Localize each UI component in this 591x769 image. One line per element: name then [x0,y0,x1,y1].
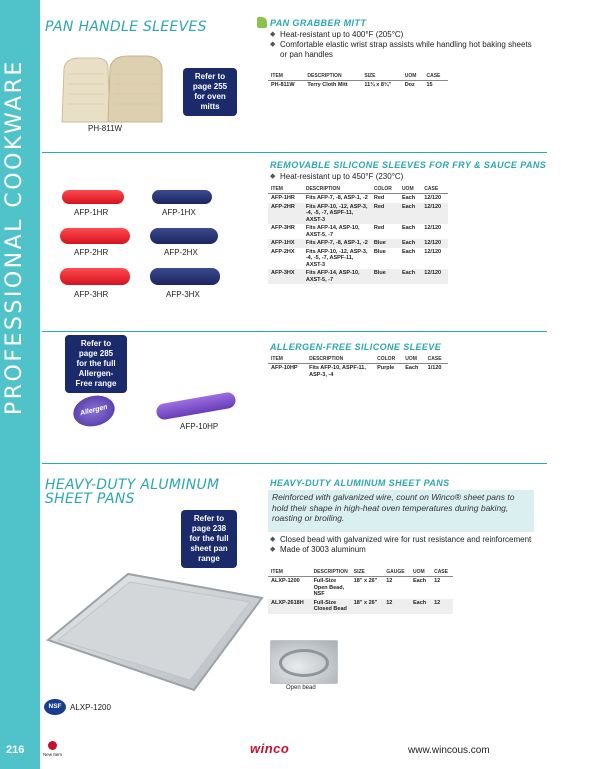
nsf-badge: NSF [44,699,66,715]
table-header-row [268,185,448,194]
table-cell: Each [401,248,416,255]
sheet-pans-intro: Reinforced with galvanized wire, count on Winco® sheet pans to hold their shape in high-heat oven temperatures during baking, roasting or broiling. [268,490,534,532]
allergen-table [268,355,448,379]
callout-line: for the full [189,534,229,543]
table-cell: Fits AFP-10, ASPF-11, ASP-3, -4 [309,365,366,378]
table-header: DESCRIPTION [304,72,361,81]
table-cell: Red [373,195,385,201]
table-row [268,269,448,284]
afp-10hp-label: AFP-10HP [180,422,219,431]
table-cell: Fits AFP-14, ASP-10, AXST-5, -7 [303,269,371,284]
terry-mitt-image [58,54,166,124]
table-header: SIZE [351,568,384,577]
table-header: CASE [425,355,448,364]
table-row [268,248,448,270]
table-header: UOM [402,355,424,364]
table-cell: Each [399,239,421,248]
section-divider [42,152,547,153]
alxp-1200-label: ALXP-1200 [70,703,111,712]
callout-line: range [198,554,220,563]
table-cell: 12/120 [424,195,442,201]
table-row [268,203,448,225]
callout-line: page 238 [191,524,227,533]
table-cell: Red [371,203,399,225]
section-divider [42,463,547,464]
sheet-pans-title-line1: HEAVY-DUTY ALUMINUM [45,477,220,493]
table-cell: 15 [426,82,433,88]
page-number: 216 [6,744,25,756]
table-cell: 12/120 [424,225,442,231]
allergen-title: ALLERGEN-FREE SILICONE SLEEVE [270,342,442,352]
navy-sleeve-image [150,268,220,285]
table-cell: Each [401,225,416,231]
table-cell: Blue [371,239,399,248]
afp-2hx-label: AFP-2HX [164,248,198,257]
callout-line: Refer to [80,339,112,348]
sheet-pans-table [268,568,453,614]
callout-line: sheet pan [190,544,228,553]
callout-line: page 285 [78,349,114,358]
table-cell: Each [399,269,421,284]
table-row [268,364,448,380]
table-cell: 12/120 [421,203,448,225]
table-cell: ALXP-1200 [271,578,300,584]
table-cell: 12/120 [421,269,448,284]
sidebar-title: PROFESSIONAL COOKWARE [2,59,27,415]
pan-handle-sleeves-title: PAN HANDLE SLEEVES [45,19,207,35]
red-sleeve-image [60,268,130,285]
bead-curl [279,649,329,677]
table-cell: AFP-3HX [268,269,303,284]
callout-line: Allergen- [78,369,114,378]
bullet-item: ◆ Heat-resistant up to 400°F (205°C) [270,30,535,40]
table-cell: ALXP-2618H [268,599,311,614]
afp-1hr-label: AFP-1HR [74,208,109,217]
table-header: DESCRIPTION [311,568,351,577]
bullet-item: ◆ Comfortable elastic wrist strap assists while handling hot baking sheets or pan handles [270,40,535,60]
table-header: CASE [423,72,448,81]
table-header: UOM [410,568,431,577]
allergen-free-badge: Allergen Free [70,391,118,430]
table-cell: 12 [383,599,410,614]
website-link[interactable]: www.wincous.com [408,745,490,756]
callout-line: page 255 [192,82,228,91]
winco-logo: winco [250,741,290,756]
callout-line: mitts [200,102,220,111]
red-sleeve-image [60,228,130,244]
table-row [268,194,448,203]
table-cell: Blue [371,269,399,284]
bullet-item: ◆ Closed bead with galvanized wire for rust resistance and reinforcement [270,535,535,545]
afp-3hr-label: AFP-3HR [74,290,109,299]
table-row [268,239,448,248]
table-cell: Each [399,203,421,225]
silicone-sleeves-table [268,185,448,284]
table-row [268,81,448,90]
table-header: DESCRIPTION [303,185,371,194]
table-cell: 18" x 26" [353,578,378,584]
table-header: ITEM [268,568,311,577]
table-cell: Doz [404,82,415,88]
table-cell: AFP-1HX [268,239,303,248]
table-cell: AFP-1HR [271,195,295,201]
table-row [268,599,453,614]
table-cell: Fits AFP-7, -8, ASP-1, -2 [305,195,368,201]
afp-3hx-label: AFP-3HX [166,290,200,299]
table-row [268,577,453,599]
sheet-pans-title-line2: SHEET PANS [45,491,135,507]
table-header: DESCRIPTION [306,355,374,364]
afp-2hr-label: AFP-2HR [74,248,109,257]
table-cell: Each [410,599,431,614]
table-cell: Fits AFP-10, -12, ASP-3, -4, -5, -7, ASPF-11, AXST-3 [303,203,371,225]
table-cell: AFP-10HP [271,365,298,371]
new-mitt-icon [257,17,267,28]
sheet-pans-bullets [270,535,535,555]
ph-811w-label: PH-811W [88,124,123,133]
table-cell: Each [405,365,419,371]
table-cell: 12/120 [424,248,442,255]
open-bead-image [270,640,338,684]
table-cell: Fits AFP-10, -12, ASP-3, -4, -5, -7, ASPF-11, AXST-3 [305,248,368,268]
callout-line: Free range [75,379,117,388]
table-header-row [268,568,453,577]
table-row [268,224,448,239]
section-divider [42,331,547,332]
pan-grabber-bullets [270,30,535,60]
table-cell: Fits AFP-14, ASP-10, AXST-5, -7 [305,225,360,238]
table-cell: 12 [386,578,393,584]
table-cell: PH-811W [271,82,295,88]
table-header: GAUGE [383,568,410,577]
afp-1hx-label: AFP-1HX [162,208,196,217]
sheet-pan-range-callout[interactable] [181,510,237,568]
table-cell: 18" x 26" [351,599,384,614]
new-item-label: New Item [43,752,63,757]
table-cell: Each [413,578,427,584]
purple-sleeve-image [155,391,237,421]
table-cell: Full-Size Closed Bead [311,599,351,614]
table-cell: Terry Cloth Mitt [307,82,348,88]
table-cell: Blue [373,248,386,255]
navy-sleeve-image [150,228,218,244]
open-bead-label: Open bead [286,685,316,691]
table-header-row [268,355,448,364]
callout-line: for the full [76,359,116,368]
table-cell: AFP-3HR [271,225,295,231]
table-cell: AFP-2HR [268,203,303,225]
table-header: UOM [402,72,424,81]
table-header-row [268,72,448,81]
table-cell: 12/120 [421,239,448,248]
navy-sleeve-image [152,190,212,204]
table-header: ITEM [268,355,306,364]
table-header: COLOR [374,355,402,364]
table-cell: Full-Size Open Bead, NSF [313,578,345,597]
silicone-sleeves-bullets [270,172,535,182]
table-header: ITEM [268,72,304,81]
bullet-item: ◆ Made of 3003 aluminum [270,545,535,555]
table-cell: Purple [377,365,395,371]
sheet-pan-image [44,570,266,694]
table-cell: Each [401,195,416,201]
table-header: CASE [421,185,448,194]
table-header: UOM [399,185,421,194]
pan-grabber-title: PAN GRABBER MITT [270,18,367,28]
sheet-pans-product-title: HEAVY-DUTY ALUMINUM SHEET PANS [270,478,450,488]
table-cell: 12 [434,578,441,584]
oven-mitts-callout[interactable] [183,68,237,116]
allergen-free-callout[interactable] [65,335,127,393]
table-header: ITEM [268,185,303,194]
table-header: CASE [431,568,453,577]
silicone-sleeves-title: REMOVABLE SILICONE SLEEVES FOR FRY & SAUCE PANS [270,160,547,170]
new-item-icon [48,741,57,750]
table-cell: 11¾ x 8¾" [364,82,392,88]
table-cell: AFP-2HX [271,248,295,255]
table-cell: Red [373,225,385,231]
bullet-item: ◆ Heat-resistant up to 450°F (230°C) [270,172,535,182]
table-cell: 1/120 [427,365,442,371]
sidebar [0,0,40,769]
table-header: SIZE [361,72,401,81]
pan-grabber-table [268,72,448,90]
table-cell: 12 [431,599,453,614]
table-header: COLOR [371,185,399,194]
callout-line: Refer to [193,514,225,523]
table-cell: Fits AFP-7, -8, ASP-1, -2 [303,239,371,248]
callout-line: Refer to [194,72,226,81]
callout-line: for oven [194,92,226,101]
red-sleeve-image [62,190,124,204]
